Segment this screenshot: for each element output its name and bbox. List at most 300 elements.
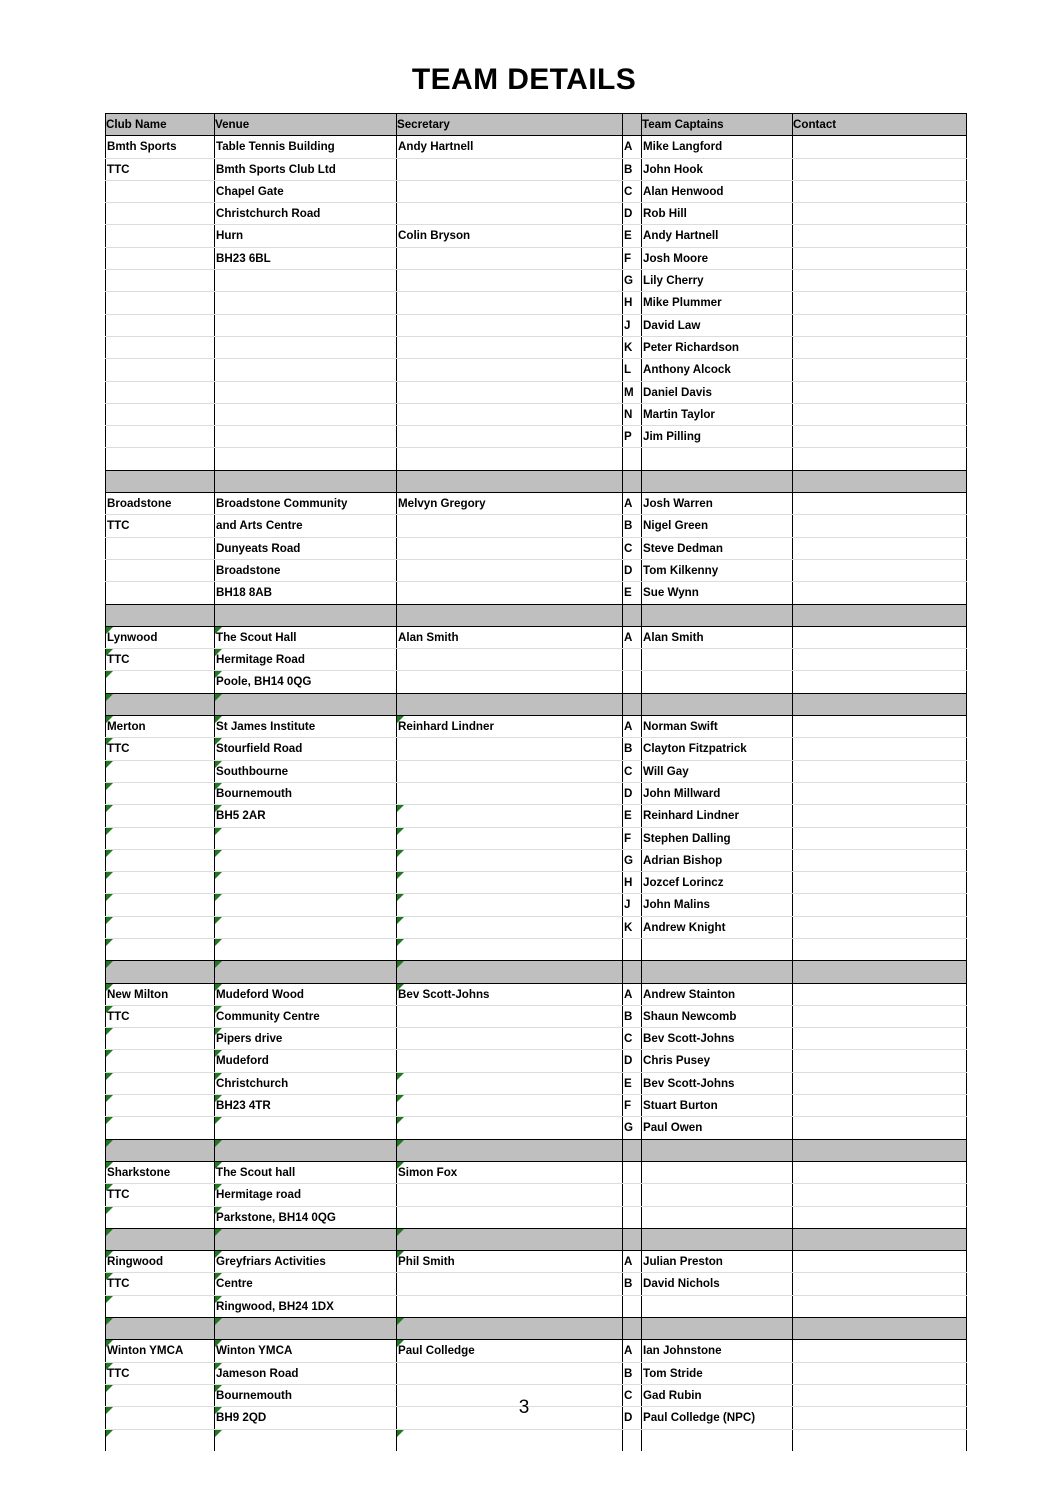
cell-team-letter xyxy=(623,1005,642,1027)
cell-venue-text: Poole, BH14 0QG xyxy=(216,675,312,689)
cell-team-captain xyxy=(642,515,793,537)
cell-venue xyxy=(215,314,397,336)
separator-cell xyxy=(106,604,215,626)
cell-secretary xyxy=(397,805,623,827)
cell-contact xyxy=(793,426,967,448)
cell-team-letter xyxy=(623,1028,642,1050)
cell-team-letter xyxy=(623,805,642,827)
cell-team-captain-text: Lily Cherry xyxy=(643,274,704,288)
separator-cell xyxy=(215,961,397,983)
cell-venue xyxy=(215,1117,397,1139)
cell-team-captain-text: Daniel Davis xyxy=(643,385,712,399)
cell-venue-text: Bournemouth xyxy=(216,1388,292,1402)
cell-club-name-text: TTC xyxy=(107,653,130,667)
cell-team-letter xyxy=(623,292,642,314)
table-row xyxy=(106,671,967,693)
cell-team-letter xyxy=(623,938,642,960)
cell-team-captain xyxy=(642,1028,793,1050)
cell-team-letter xyxy=(623,359,642,381)
separator-cell xyxy=(642,1228,793,1250)
cell-team-captain-text: Ian Johnstone xyxy=(643,1344,722,1358)
separator-cell xyxy=(793,470,967,492)
cell-venue xyxy=(215,1251,397,1273)
cell-secretary xyxy=(397,894,623,916)
cell-club-name xyxy=(106,716,215,738)
cell-team-captain xyxy=(642,738,793,760)
cell-secretary-text: Colin Bryson xyxy=(398,229,471,243)
table-row xyxy=(106,1028,967,1050)
cell-team-letter-text: H xyxy=(624,876,633,890)
separator-cell xyxy=(793,1139,967,1161)
cell-team-letter xyxy=(623,225,642,247)
table-row xyxy=(106,359,967,381)
cell-secretary xyxy=(397,336,623,358)
cell-club-name xyxy=(106,537,215,559)
cell-secretary xyxy=(397,1072,623,1094)
club-separator-row xyxy=(106,961,967,983)
cell-contact xyxy=(793,894,967,916)
cell-team-captain xyxy=(642,1340,793,1362)
cell-venue-text: Jameson Road xyxy=(216,1366,299,1380)
cell-club-name-text: TTC xyxy=(107,1277,130,1291)
cell-venue xyxy=(215,827,397,849)
cell-team-captain-text: Stephen Dalling xyxy=(643,831,731,845)
cell-contact xyxy=(793,515,967,537)
cell-team-captain xyxy=(642,158,793,180)
cell-team-letter-text: D xyxy=(624,563,633,577)
table-row xyxy=(106,849,967,871)
cell-team-letter xyxy=(623,1072,642,1094)
cell-team-captain xyxy=(642,649,793,671)
cell-team-letter xyxy=(623,448,642,470)
cell-secretary xyxy=(397,515,623,537)
cell-club-name xyxy=(106,270,215,292)
cell-club-name xyxy=(106,872,215,894)
cell-club-name xyxy=(106,1050,215,1072)
cell-club-name xyxy=(106,515,215,537)
cell-team-captain xyxy=(642,1161,793,1183)
cell-venue xyxy=(215,292,397,314)
cell-club-name xyxy=(106,136,215,158)
cell-contact xyxy=(793,649,967,671)
cell-team-letter-text: C xyxy=(624,1388,633,1402)
table-row xyxy=(106,381,967,403)
table-row xyxy=(106,403,967,425)
cell-secretary xyxy=(397,426,623,448)
cell-team-letter xyxy=(623,336,642,358)
cell-secretary xyxy=(397,158,623,180)
table-row xyxy=(106,649,967,671)
cell-team-captain-text: Jozcef Lorincz xyxy=(643,876,724,890)
cell-club-name xyxy=(106,626,215,648)
cell-team-captain xyxy=(642,136,793,158)
cell-venue xyxy=(215,938,397,960)
cell-team-letter-text: E xyxy=(624,229,632,243)
cell-team-captain xyxy=(642,448,793,470)
cell-secretary xyxy=(397,738,623,760)
cell-team-captain xyxy=(642,336,793,358)
cell-team-letter xyxy=(623,849,642,871)
cell-secretary xyxy=(397,381,623,403)
table-row xyxy=(106,938,967,960)
cell-club-name xyxy=(106,225,215,247)
cell-venue-text: Centre xyxy=(216,1277,253,1291)
cell-team-captain xyxy=(642,916,793,938)
table-row xyxy=(106,1295,967,1317)
cell-team-letter xyxy=(623,1273,642,1295)
cell-club-name xyxy=(106,849,215,871)
cell-team-letter-text: E xyxy=(624,586,632,600)
cell-team-captain xyxy=(642,1251,793,1273)
cell-secretary xyxy=(397,1273,623,1295)
separator-cell xyxy=(642,1318,793,1340)
table-row xyxy=(106,158,967,180)
cell-venue-text: and Arts Centre xyxy=(216,519,303,533)
cell-venue-text: Ringwood, BH24 1DX xyxy=(216,1299,334,1313)
cell-contact xyxy=(793,849,967,871)
cell-team-letter xyxy=(623,671,642,693)
cell-team-captain-text: Steve Dedman xyxy=(643,541,723,555)
cell-team-captain xyxy=(642,827,793,849)
table-row xyxy=(106,1072,967,1094)
cell-venue-text: Community Centre xyxy=(216,1009,320,1023)
column-header-contact: Contact xyxy=(793,114,967,136)
cell-secretary-text: Phil Smith xyxy=(398,1255,455,1269)
cell-team-captain-text: John Hook xyxy=(643,162,703,176)
club-separator-row xyxy=(106,693,967,715)
cell-club-name xyxy=(106,180,215,202)
separator-cell xyxy=(623,470,642,492)
table-row xyxy=(106,270,967,292)
cell-club-name-text: TTC xyxy=(107,1366,130,1380)
cell-team-letter-text: B xyxy=(624,1277,633,1291)
cell-venue xyxy=(215,1340,397,1362)
cell-team-captain xyxy=(642,1072,793,1094)
cell-venue xyxy=(215,247,397,269)
cell-venue-text: Mudeford Wood xyxy=(216,987,305,1001)
cell-club-name xyxy=(106,1117,215,1139)
cell-team-captain xyxy=(642,247,793,269)
table-row xyxy=(106,1429,967,1451)
cell-venue-text: Hermitage road xyxy=(216,1188,302,1202)
cell-contact xyxy=(793,716,967,738)
separator-cell xyxy=(623,1318,642,1340)
table-row xyxy=(106,336,967,358)
cell-team-letter xyxy=(623,180,642,202)
separator-cell xyxy=(642,961,793,983)
cell-secretary xyxy=(397,716,623,738)
cell-secretary xyxy=(397,626,623,648)
cell-venue xyxy=(215,225,397,247)
cell-team-letter-text: A xyxy=(624,720,633,734)
cell-contact xyxy=(793,671,967,693)
separator-cell xyxy=(397,1318,623,1340)
cell-team-letter-text: A xyxy=(624,987,633,1001)
cell-secretary-text: Andy Hartnell xyxy=(398,140,474,154)
cell-venue xyxy=(215,448,397,470)
cell-venue-text: Dunyeats Road xyxy=(216,541,301,555)
cell-club-name xyxy=(106,203,215,225)
cell-venue xyxy=(215,537,397,559)
cell-secretary xyxy=(397,292,623,314)
separator-cell xyxy=(793,604,967,626)
cell-team-letter-text: G xyxy=(624,1121,634,1135)
cell-team-captain xyxy=(642,426,793,448)
cell-club-name-text: Winton YMCA xyxy=(107,1344,184,1358)
cell-team-letter xyxy=(623,381,642,403)
club-separator-row xyxy=(106,1318,967,1340)
cell-team-captain-text: Alan Henwood xyxy=(643,184,724,198)
cell-venue xyxy=(215,1050,397,1072)
cell-club-name xyxy=(106,448,215,470)
cell-contact xyxy=(793,827,967,849)
cell-contact xyxy=(793,225,967,247)
table-row xyxy=(106,805,967,827)
cell-team-captain xyxy=(642,1050,793,1072)
cell-team-letter xyxy=(623,426,642,448)
cell-venue xyxy=(215,582,397,604)
cell-venue-text: Southbourne xyxy=(216,764,289,778)
cell-team-letter-text: J xyxy=(624,898,631,912)
cell-team-letter xyxy=(623,270,642,292)
cell-team-letter-text: B xyxy=(624,1009,633,1023)
table-row xyxy=(106,292,967,314)
cell-club-name-text: TTC xyxy=(107,1009,130,1023)
cell-team-captain xyxy=(642,1184,793,1206)
club-separator-row xyxy=(106,604,967,626)
cell-club-name-text: Merton xyxy=(107,720,146,734)
cell-venue-text: Broadstone Community xyxy=(216,497,348,511)
cell-venue xyxy=(215,1429,397,1451)
cell-team-letter-text: L xyxy=(624,363,632,377)
cell-club-name xyxy=(106,894,215,916)
cell-team-captain xyxy=(642,760,793,782)
separator-cell xyxy=(106,1228,215,1250)
separator-cell xyxy=(106,1139,215,1161)
cell-team-captain-text: Josh Moore xyxy=(643,251,709,265)
separator-cell xyxy=(793,1318,967,1340)
cell-team-letter-text: G xyxy=(624,853,634,867)
cell-secretary xyxy=(397,983,623,1005)
cell-team-letter xyxy=(623,537,642,559)
cell-team-captain xyxy=(642,894,793,916)
cell-club-name xyxy=(106,359,215,381)
cell-secretary-text: Paul Colledge xyxy=(398,1344,475,1358)
cell-venue xyxy=(215,359,397,381)
cell-team-letter-text: A xyxy=(624,630,633,644)
club-separator-row xyxy=(106,1228,967,1250)
cell-club-name xyxy=(106,403,215,425)
cell-secretary xyxy=(397,582,623,604)
column-header-venue: Venue xyxy=(215,114,397,136)
cell-club-name-text: Lynwood xyxy=(107,630,158,644)
cell-venue-text: Stourfield Road xyxy=(216,742,303,756)
cell-venue xyxy=(215,270,397,292)
cell-contact xyxy=(793,292,967,314)
cell-secretary xyxy=(397,203,623,225)
table-row xyxy=(106,225,967,247)
cell-team-captain xyxy=(642,314,793,336)
cell-venue-text: Chapel Gate xyxy=(216,184,284,198)
cell-contact xyxy=(793,1072,967,1094)
cell-club-name xyxy=(106,426,215,448)
cell-secretary xyxy=(397,136,623,158)
separator-cell xyxy=(793,1228,967,1250)
cell-venue xyxy=(215,805,397,827)
separator-cell xyxy=(215,604,397,626)
cell-contact xyxy=(793,626,967,648)
cell-club-name xyxy=(106,1206,215,1228)
cell-team-captain-text: Adrian Bishop xyxy=(643,853,723,867)
cell-team-captain-text: Chris Pusey xyxy=(643,1054,711,1068)
cell-venue xyxy=(215,1362,397,1384)
cell-venue-text: Parkstone, BH14 0QG xyxy=(216,1210,336,1224)
cell-venue xyxy=(215,336,397,358)
cell-team-captain-text: Will Gay xyxy=(643,764,689,778)
cell-venue-text: Christchurch xyxy=(216,1076,289,1090)
cell-secretary xyxy=(397,359,623,381)
cell-club-name xyxy=(106,381,215,403)
separator-cell xyxy=(106,1318,215,1340)
cell-secretary xyxy=(397,1095,623,1117)
table-row xyxy=(106,738,967,760)
cell-team-captain-text: Josh Warren xyxy=(643,497,713,511)
cell-team-captain xyxy=(642,671,793,693)
cell-team-letter xyxy=(623,1206,642,1228)
cell-team-letter-text: C xyxy=(624,764,633,778)
cell-club-name xyxy=(106,1273,215,1295)
cell-contact xyxy=(793,782,967,804)
cell-team-letter-text: C xyxy=(624,541,633,555)
cell-venue xyxy=(215,649,397,671)
cell-team-captain xyxy=(642,1095,793,1117)
cell-club-name xyxy=(106,1429,215,1451)
cell-team-letter xyxy=(623,1184,642,1206)
cell-secretary xyxy=(397,1184,623,1206)
cell-team-letter-text: E xyxy=(624,809,632,823)
cell-team-captain-text: Julian Preston xyxy=(643,1255,723,1269)
cell-team-captain xyxy=(642,1362,793,1384)
cell-venue-text: Greyfriars Activities xyxy=(216,1255,326,1269)
cell-secretary-text: Bev Scott-Johns xyxy=(398,987,490,1001)
cell-club-name xyxy=(106,671,215,693)
cell-contact xyxy=(793,336,967,358)
cell-team-letter xyxy=(623,1362,642,1384)
cell-team-letter-text: N xyxy=(624,407,633,421)
cell-contact xyxy=(793,1005,967,1027)
cell-team-captain xyxy=(642,938,793,960)
cell-contact xyxy=(793,1362,967,1384)
cell-secretary xyxy=(397,849,623,871)
cell-secretary xyxy=(397,1362,623,1384)
cell-team-letter-text: E xyxy=(624,1076,632,1090)
cell-contact xyxy=(793,760,967,782)
cell-contact xyxy=(793,872,967,894)
cell-secretary xyxy=(397,1005,623,1027)
cell-venue-text: BH9 2QD xyxy=(216,1411,267,1425)
cell-team-captain xyxy=(642,1206,793,1228)
separator-cell xyxy=(106,470,215,492)
cell-venue xyxy=(215,1273,397,1295)
cell-venue-text: Pipers drive xyxy=(216,1032,283,1046)
cell-contact xyxy=(793,738,967,760)
cell-team-letter-text: C xyxy=(624,1032,633,1046)
cell-team-captain-text: Gad Rubin xyxy=(643,1388,702,1402)
separator-cell xyxy=(397,961,623,983)
table-row xyxy=(106,493,967,515)
cell-venue-text: The Scout Hall xyxy=(216,630,297,644)
cell-team-captain xyxy=(642,872,793,894)
cell-club-name xyxy=(106,158,215,180)
cell-contact xyxy=(793,158,967,180)
cell-secretary xyxy=(397,1206,623,1228)
cell-club-name xyxy=(106,1340,215,1362)
separator-cell xyxy=(793,693,967,715)
cell-team-captain xyxy=(642,292,793,314)
separator-cell xyxy=(215,1228,397,1250)
cell-venue xyxy=(215,1295,397,1317)
table-row xyxy=(106,716,967,738)
cell-team-letter-text: M xyxy=(624,385,634,399)
cell-team-captain-text: Martin Taylor xyxy=(643,407,715,421)
cell-club-name-text: TTC xyxy=(107,162,130,176)
cell-team-captain-text: Norman Swift xyxy=(643,720,718,734)
cell-team-captain-text: Stuart Burton xyxy=(643,1099,718,1113)
separator-cell xyxy=(623,1228,642,1250)
cell-contact xyxy=(793,314,967,336)
cell-contact xyxy=(793,1095,967,1117)
cell-venue xyxy=(215,1005,397,1027)
cell-contact xyxy=(793,938,967,960)
table-row xyxy=(106,1184,967,1206)
cell-contact xyxy=(793,1161,967,1183)
cell-secretary xyxy=(397,247,623,269)
table-row xyxy=(106,983,967,1005)
cell-venue xyxy=(215,493,397,515)
cell-team-captain-text: Bev Scott-Johns xyxy=(643,1032,735,1046)
cell-team-letter xyxy=(623,247,642,269)
cell-team-letter-text: F xyxy=(624,831,632,845)
cell-team-letter-text: H xyxy=(624,296,633,310)
cell-team-letter xyxy=(623,626,642,648)
cell-venue xyxy=(215,1161,397,1183)
cell-venue xyxy=(215,158,397,180)
table-row xyxy=(106,1340,967,1362)
cell-secretary xyxy=(397,671,623,693)
cell-secretary xyxy=(397,270,623,292)
cell-contact xyxy=(793,136,967,158)
table-row xyxy=(106,894,967,916)
cell-team-captain-text: Tom Stride xyxy=(643,1366,703,1380)
cell-venue-text: The Scout hall xyxy=(216,1165,296,1179)
cell-venue xyxy=(215,916,397,938)
cell-secretary xyxy=(397,827,623,849)
cell-team-captain-text: Rob Hill xyxy=(643,207,687,221)
table-row xyxy=(106,247,967,269)
cell-team-captain xyxy=(642,381,793,403)
cell-secretary xyxy=(397,559,623,581)
cell-team-letter xyxy=(623,1251,642,1273)
cell-contact xyxy=(793,180,967,202)
cell-team-letter xyxy=(623,738,642,760)
cell-team-captain xyxy=(642,559,793,581)
cell-club-name xyxy=(106,247,215,269)
table-row xyxy=(106,426,967,448)
table-row xyxy=(106,1251,967,1273)
cell-venue-text: Table Tennis Building xyxy=(216,140,335,154)
separator-cell xyxy=(397,1228,623,1250)
cell-venue xyxy=(215,1072,397,1094)
